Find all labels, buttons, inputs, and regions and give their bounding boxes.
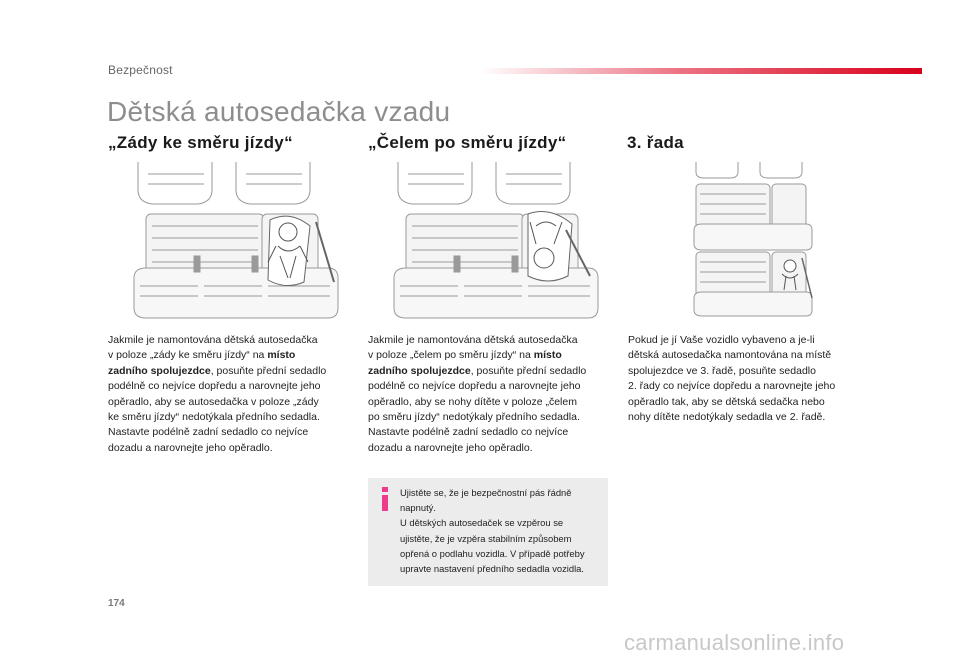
heading-rear-facing: „Zády ke směru jízdy“	[108, 133, 293, 152]
forward-facing-seat-illustration	[390, 160, 600, 320]
third-row-seat-illustration	[690, 160, 815, 318]
info-icon	[378, 486, 392, 512]
header-accent-bar	[480, 68, 922, 74]
heading-third-row: 3. řada	[627, 133, 684, 152]
rear-facing-description: Jakmile je namontována dětská autosedačka v poloze „zády ke směru jízdy“ na místo zadního spolujezdce, posuňte přední sedadlo podélně co nejvíce dopředu a narovnejte jeho opěradlo, aby se autosedačka v poloze „zády ke směru jízdy“ nedotýkala předního sedadla. Nastavte podélně zadní sedadlo co nejvíce dozadu a narovnejte jeho opěradlo.	[108, 334, 327, 454]
page-number: 174	[108, 598, 125, 609]
watermark: carmanualsonline.info	[624, 630, 845, 655]
info-box	[368, 478, 608, 586]
forward-facing-description: Jakmile je namontována dětská autosedačka v poloze „čelem po směru jízdy“ na místo zadního spolujezdce, posuňte přední sedadlo podélně co nejvíce dopředu a narovnejte jeho opěradlo, aby se nohy dítěte v poloze „čelem po směru jízdy“ nedotýkaly předního sedadla. Nastavte podélně zadní sedadlo co nejvíce dozadu a narovnejte jeho opěradlo.	[368, 334, 587, 454]
third-row-description: Pokud je jí Vaše vozidlo vybaveno a je-li dětská autosedačka namontována na místě spolujezdce ve 3. řadě, posuňte sedadlo 2. řady co nejvíce dopředu a narovnejte jeho opěradlo tak, aby se dětská sedačka nebo nohy dítěte nedotýkaly sedadla ve 2. řadě.	[628, 334, 836, 424]
rear-facing-seat-illustration	[130, 160, 340, 320]
section-label: Bezpečnost	[108, 63, 173, 77]
page-title: Dětská autosedačka vzadu	[107, 96, 451, 127]
heading-forward-facing: „Čelem po směru jízdy“	[368, 133, 567, 152]
info-text: Ujistěte se, že je bezpečnostní pás řádně napnutý. U dětských autosedaček se vzpěrou se ujistěte, že je vzpěra stabilním způsobem opřená o podlahu vozidla. V případě potřeby upravte nastavení předního sedadla vozidla.	[400, 487, 585, 575]
